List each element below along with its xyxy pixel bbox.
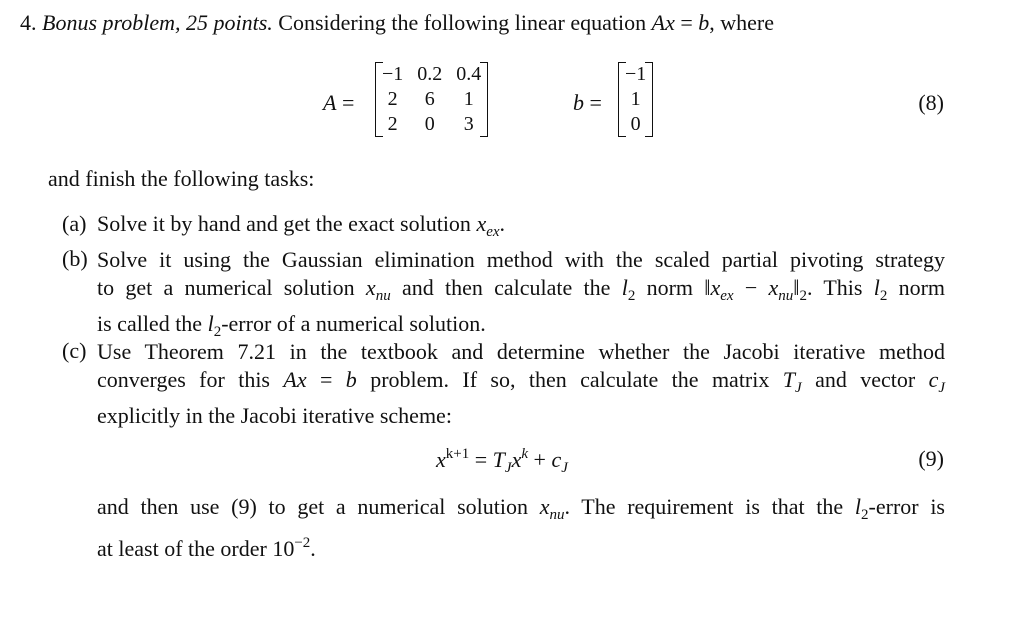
matrix-a [375, 62, 488, 137]
equation-number-9: (9) [918, 446, 944, 471]
matrix-cell: 0.4 [456, 63, 482, 85]
matrix-row [375, 62, 488, 87]
matrix-a-right-bracket [480, 62, 488, 137]
matrix-cell: 6 [424, 88, 435, 110]
matrix-row [375, 87, 488, 112]
matrix-cell: 2 [387, 88, 398, 110]
matrix-row [375, 112, 488, 137]
matrix-cell: 0.2 [417, 63, 443, 85]
problem-intro: Considering the following linear equation [278, 10, 647, 35]
vector-b-label: b = [573, 90, 602, 115]
matrix-cell: 1 [463, 88, 474, 110]
vector-b [618, 62, 653, 137]
task-b-text: Solve it using the Gaussian elimination method with the scaled partial pivoting strategy to get a numerical solution $x_{nu}$ and then calculate the $l_2$ norm $‖x_{ex}$ − $x_{nu}‖_2$. This $l_2$ norm is called the $l_2$-error of a numerical solution. [97, 247, 946, 340]
task-b-label: (b) [62, 246, 88, 271]
task-c-text: Use Theorem 7.21 in the textbook and determine whether the Jacobi iterative method converges for this Ax = b problem. If so, then calculate the matrix $T_J$ and vector $c_J$ explicitly in the Jacobi iterative scheme: [97, 339, 946, 428]
matrix-cell: 3 [463, 113, 474, 135]
matrix-cell: −1 [382, 63, 404, 85]
equation-number-8: (8) [918, 90, 944, 115]
matrix-cell: −1 [625, 63, 647, 85]
task-c-label: (c) [62, 338, 87, 363]
task-a-label: (a) [62, 211, 87, 236]
matrix-cell: 0 [424, 113, 435, 135]
bonus-label: Bonus problem, 25 points. [42, 10, 273, 35]
matrix-a-left-bracket [375, 62, 383, 137]
vector-b-right-bracket [645, 62, 653, 137]
problem-number: 4. [20, 10, 37, 35]
matrix-cell: 1 [630, 88, 641, 110]
problem-header: 4. Bonus problem, 25 points. Considering the following linear equation Ax = b, where [20, 10, 774, 35]
final-paragraph: and then use (9) to get a numerical solution $x_{nu}$. The requirement is that the $l_2$-error is at least of the order $10^{-2}$. [97, 494, 945, 561]
matrix-a-label: A = [323, 90, 355, 115]
jacobi-equation: $x^{k+1} = T_Jx^k + c_J$ [436, 446, 568, 476]
finish-text: and finish the following tasks: [48, 166, 315, 191]
matrix-cell: 0 [630, 113, 641, 135]
matrix-cell: 2 [387, 113, 398, 135]
vector-b-left-bracket [618, 62, 626, 137]
task-a-text: Solve it by hand and get the exact solution $x_{ex}$. [97, 211, 506, 240]
